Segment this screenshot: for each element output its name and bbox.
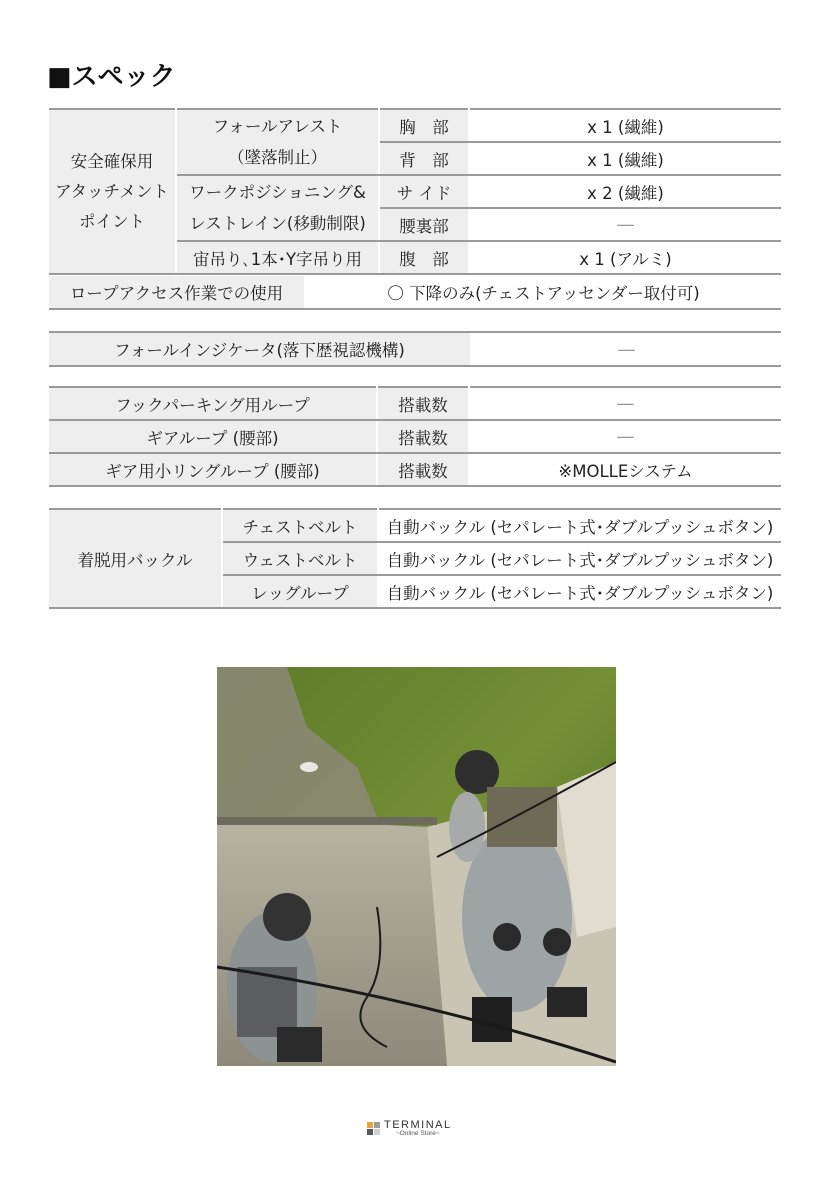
rappelling-scene-image <box>217 667 616 1066</box>
value-cell: x 1 (繊維) <box>469 109 781 142</box>
attachment-table <box>49 108 781 275</box>
loop-value: ※MOLLEシステム <box>469 453 781 486</box>
logo-sub-text: ~Online Store~ <box>395 1130 440 1137</box>
suspension-label: 宙吊り､1本･Y字吊り用 <box>176 241 379 274</box>
buckle-part: ウェストベルト <box>222 542 378 575</box>
attachment-group-label-line3: ポイント <box>79 211 145 231</box>
part-cell: サ イド <box>379 175 469 208</box>
loops-table <box>49 386 781 487</box>
loop-label: ギアループ (腰部) <box>49 420 377 453</box>
loop-label: ギア用小リングループ (腰部) <box>49 453 377 486</box>
product-photo <box>217 667 616 1066</box>
part-cell: 腹 部 <box>379 241 469 274</box>
loop-value: ― <box>469 420 781 453</box>
terminal-logo <box>367 1120 452 1138</box>
buckle-part: レッグループ <box>222 575 378 608</box>
buckle-part: チェストベルト <box>222 509 378 542</box>
fall-arrest-label <box>176 109 379 175</box>
indicator-value: ― <box>471 333 781 366</box>
work-positioning-label <box>176 175 379 241</box>
page-title: ■スペック <box>47 62 176 92</box>
loop-value: ― <box>469 387 781 420</box>
logo-mark-icon <box>367 1122 381 1136</box>
buckles-table <box>49 508 781 609</box>
work-positioning-line2: レストレイン(移動制限) <box>189 214 366 233</box>
buckle-group-label: 着脱用バックル <box>49 509 222 608</box>
part-cell: 腰裏部 <box>379 208 469 241</box>
loop-label: フックパーキング用ループ <box>49 387 377 420</box>
logo-text <box>384 1120 452 1138</box>
buckle-value: 自動バックル (セパレート式･ダブルプッシュボタン) <box>378 509 781 542</box>
value-cell: x 1 (繊維) <box>469 142 781 175</box>
buckle-value: 自動バックル (セパレート式･ダブルプッシュボタン) <box>378 575 781 608</box>
indicator-table <box>49 333 781 367</box>
attachment-group-label-line2: アタッチメント <box>55 181 169 201</box>
attachment-group-label-line1: 安全確保用 <box>70 151 154 171</box>
loop-type: 搭載数 <box>377 420 469 453</box>
value-cell: x 1 (アルミ) <box>469 241 781 274</box>
part-cell: 背 部 <box>379 142 469 175</box>
indicator-label: フォールインジケータ(落下歴視認機構) <box>49 333 471 366</box>
rope-access-table <box>49 276 781 310</box>
value-cell: x 2 (繊維) <box>469 175 781 208</box>
loop-type: 搭載数 <box>377 387 469 420</box>
part-cell: 胸 部 <box>379 109 469 142</box>
rope-access-label: ロープアクセス作業での使用 <box>49 276 305 309</box>
rope-access-value: 〇 下降のみ(チェストアッセンダー取付可) <box>305 276 781 309</box>
buckle-value: 自動バックル (セパレート式･ダブルプッシュボタン) <box>378 542 781 575</box>
work-positioning-line1: ワークポジショニング& <box>189 183 366 202</box>
value-cell: ― <box>469 208 781 241</box>
fall-arrest-line2: （墜落制止） <box>228 148 327 167</box>
fall-arrest-line1: フォールアレスト <box>212 117 343 136</box>
loop-type: 搭載数 <box>377 453 469 486</box>
logo-main-text: TERMINAL <box>384 1119 452 1131</box>
attachment-group-label <box>49 109 176 274</box>
